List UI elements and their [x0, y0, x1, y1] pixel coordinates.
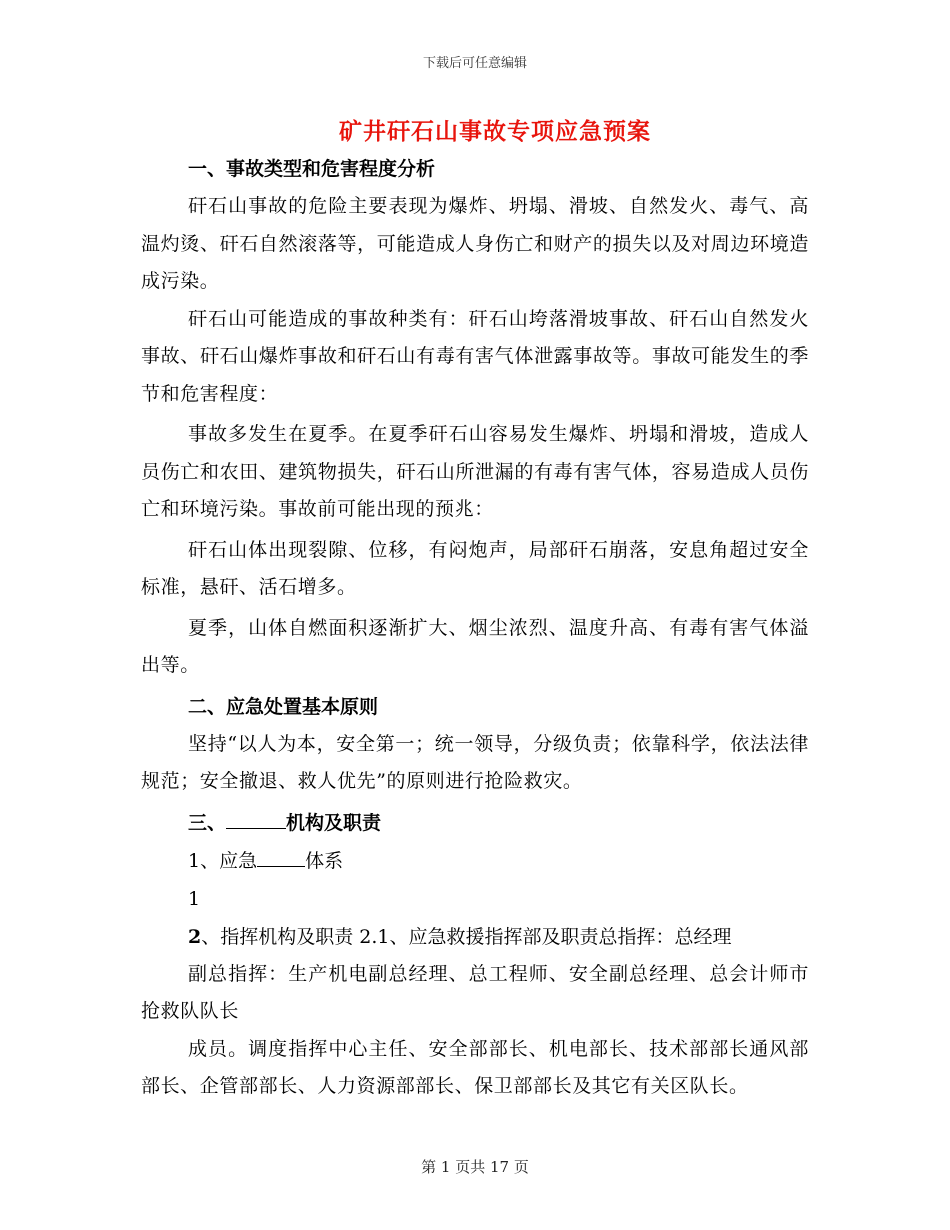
section-3-heading-prefix: 三、	[188, 811, 227, 834]
subsection-3-1-suffix: 体系	[305, 849, 344, 872]
section-3-heading	[141, 804, 809, 842]
section-2-heading: 二、应急处置基本原则	[188, 695, 379, 718]
subsection-3-2-text: 、指挥机构及职责 2.1、应急救援指挥部及职责总指挥：总经理	[201, 925, 732, 948]
document-title: 矿井矸石山事故专项应急预案	[339, 118, 651, 145]
blank-line	[226, 811, 286, 829]
document-body	[141, 150, 809, 1106]
paragraph: 矸石山体出现裂隙、位移，有闷炮声，局部矸石崩落，安息角超过安全标准，悬矸、活石增多。	[141, 538, 809, 598]
subsection-3-2	[141, 918, 809, 956]
paragraph: 坚持“以人为本，安全第一；统一领导，分级负责；依靠科学，依法法律规范；安全撤退、救人优先”的原则进行抢险救灾。	[141, 732, 809, 792]
paragraph: 事故多发生在夏季。在夏季矸石山容易发生爆炸、坍塌和滑坡，造成人员伤亡和农田、建筑物损失，矸石山所泄漏的有毒有害气体，容易造成人员伤亡和环境污染。事故前可能出现的预兆：	[141, 423, 809, 520]
section-1-heading: 一、事故类型和危害程度分析	[188, 158, 436, 180]
paragraph: 矸石山事故的危险主要表现为爆炸、坍塌、滑坡、自然发火、毒气、高温灼烫、矸石自然滚落等，可能造成人身伤亡和财产的损失以及对周边环境造成污染。	[141, 195, 809, 292]
paragraph: 夏季，山体自燃面积逐渐扩大、烟尘浓烈、温度升高、有毒有害气体溢出等。	[141, 616, 809, 676]
paragraph: 矸石山可能造成的事故种类有：矸石山垮落滑坡事故、矸石山自然发火事故、矸石山爆炸事故和矸石山有毒有害气体泄露事故等。事故可能发生的季节和危害程度：	[141, 307, 809, 405]
subsection-3-2-number: 2	[188, 925, 202, 948]
paragraph: 副总指挥：生产机电副总经理、总工程师、安全副总经理、总会计师市抢救队队长	[141, 962, 809, 1022]
section-3-heading-suffix: 机构及职责	[286, 811, 382, 834]
subsection-3-1-value: 1	[188, 887, 201, 910]
subsection-3-1-prefix: 1、应急	[188, 849, 258, 872]
page-footer: 第 1 页共 17 页	[421, 1158, 529, 1176]
paragraph: 成员。调度指挥中心主任、安全部部长、机电部长、技术部部长通风部部长、企管部部长、人力资源部部长、保卫部部长及其它有关区队长。	[141, 1037, 809, 1097]
blank-line	[257, 849, 305, 867]
subsection-3-1	[141, 842, 809, 880]
header-note: 下载后可任意编辑	[422, 56, 527, 71]
